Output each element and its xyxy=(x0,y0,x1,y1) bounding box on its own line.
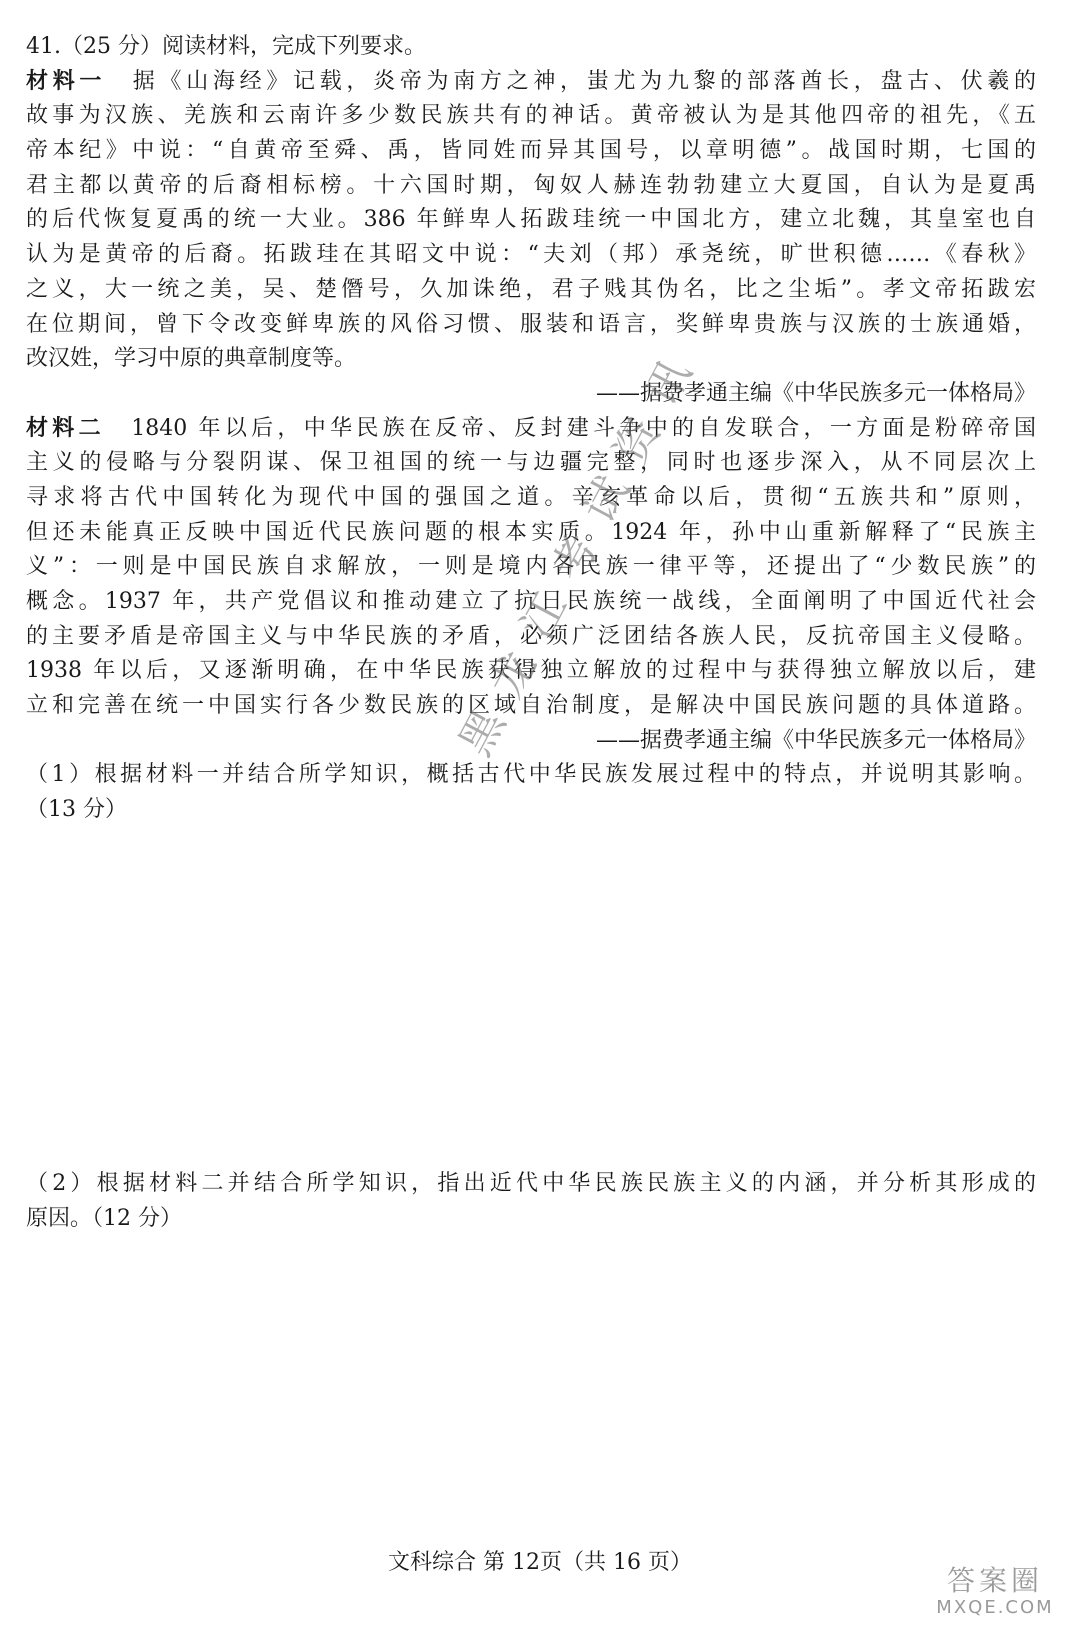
material1-label: 材料一 xyxy=(26,68,107,94)
subquestion-2: （2）根据材料二并结合所学知识，指出近代中华民族民族主义的内涵，并分析其形成的 xyxy=(26,1170,1036,1196)
subquestion-2-score: 原因。（12 分） xyxy=(26,1205,182,1231)
material2-line: 的主要矛盾是帝国主义与中华民族的矛盾，必须广泛团结各族人民，反抗帝国主义侵略。 xyxy=(26,623,1036,649)
material1-line: 故事为汉族、羌族和云南许多少数民族共有的神话。黄帝被认为是其他四帝的祖先，《五 xyxy=(26,103,1036,129)
material2-line: 义”：一则是中国民族自求解放，一则是境内各民族一律平等，还提出了“少数民族”的 xyxy=(26,554,1036,580)
material2-source: ——据费孝通主编《中华民族多元一体格局》 xyxy=(595,727,1036,753)
material1-line: 君主都以黄帝的后裔相标榜。十六国时期，匈奴人赫连勃勃建立大夏国，自认为是夏禹 xyxy=(26,172,1036,198)
material2-line: 主义的侵略与分裂阴谋、保卫祖国的统一与边疆完整，同时也逐步深入，从不同层次上 xyxy=(26,450,1036,476)
question-title: 41.（25 分）阅读材料，完成下列要求。 xyxy=(26,34,426,59)
material1-source: ——据费孝通主编《中华民族多元一体格局》 xyxy=(595,380,1036,406)
site-logo xyxy=(920,1565,1070,1621)
subquestion-1-score: （13 分） xyxy=(26,797,127,823)
material2-line: 概念。1937 年，共产党倡议和推动建立了抗日民族统一战线，全面阐明了中国近代社会 xyxy=(26,589,1036,614)
page-footer: 文科综合 第 12页（共 16 页） xyxy=(388,1550,692,1575)
material1-line: 材料一 据《山海经》记载，炎帝为南方之神，蚩尤为九黎的部落酋长，盘古、伏羲的 xyxy=(26,68,1036,94)
material2-line: 但还未能真正反映中国近代民族问题的根本实质。1924 年，孙中山重新解释了“民族主 xyxy=(26,519,1036,545)
material2-line: 材料二 1840 年以后，中华民族在反帝、反封建斗争中的自发联合，一方面是粉碎帝国 xyxy=(26,415,1036,441)
material1-line: 之义，大一统之美，吴、楚僭号，久加诛绝，君子贱其伪名，比之尘垢”。孝文帝拓跋宏 xyxy=(26,276,1036,302)
material1-line: 在位期间，曾下令改变鲜卑族的风俗习惯、服装和语言，奖鲜卑贵族与汉族的士族通婚， xyxy=(26,311,1036,337)
material2-label: 材料二 xyxy=(26,415,105,441)
material2-line: 立和完善在统一中国实行各少数民族的区域自治制度，是解决中国民族问题的具体道路。 xyxy=(26,693,1036,719)
subquestion-1: （1）根据材料一并结合所学知识，概括古代中华民族发展过程中的特点，并说明其影响。 xyxy=(26,762,1036,788)
material1-line: 帝本纪》中说：“自黄帝至舜、禹，皆同姓而异其国号，以章明德”。战国时期，七国的 xyxy=(26,138,1036,164)
logo-text: 答案圈 xyxy=(946,1564,1043,1597)
logo-domain: MXQE.COM xyxy=(936,1597,1054,1618)
watermark-text: 黑龙江考试资讯 xyxy=(449,332,712,765)
material2-line: 1938 年以后，又逐渐明确，在中华民族获得独立解放的过程中与获得独立解放以后，建 xyxy=(26,658,1036,684)
material1-line: 的后代恢复夏禹的统一大业。386 年鲜卑人拓跋珪统一中国北方，建立北魏，其皇室也自 xyxy=(26,207,1036,233)
material2-line: 寻求将古代中国转化为现代中国的强国之道。辛亥革命以后，贯彻“五族共和”原则， xyxy=(26,484,1036,510)
material1-line: 改汉姓，学习中原的典章制度等。 xyxy=(26,346,357,372)
material1-line: 认为是黄帝的后裔。拓跋珪在其昭文中说：“夫刘（邦）承尧统，旷世积德……《春秋》 xyxy=(26,242,1036,268)
